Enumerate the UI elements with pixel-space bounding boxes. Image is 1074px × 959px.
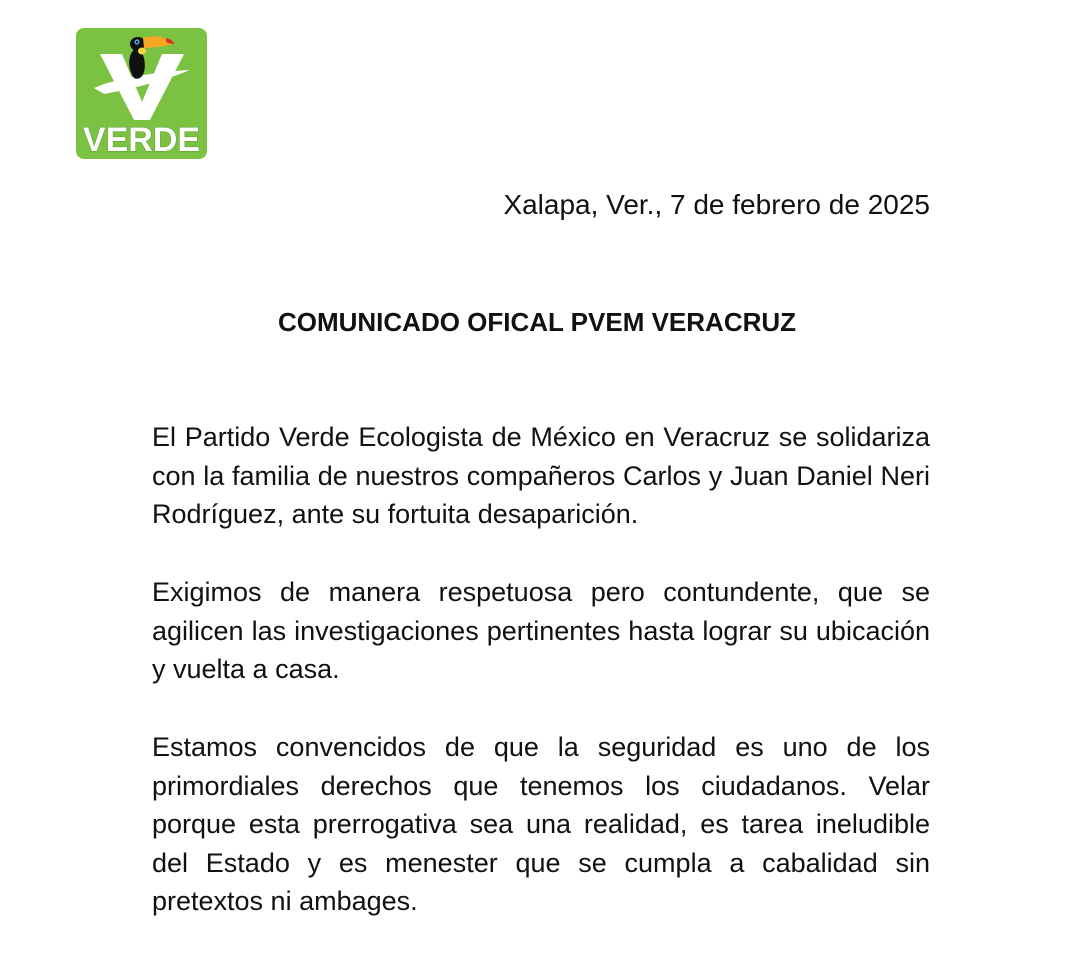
document-title: COMUNICADO OFICAL PVEM VERACRUZ — [277, 307, 797, 337]
logo-text: VERDE — [82, 121, 201, 159]
paragraph-demand: Exigimos de manera respetuosa pero contundente, que se agilicen las investigaciones pertinentes hasta lograr su ubicación y vuelta a casa. — [152, 577, 930, 684]
verde-logo-graphic — [76, 28, 207, 159]
paragraph-solidarity: El Partido Verde Ecologista de México en Veracruz se solidariza con la familia de nuestros compañeros Carlos y Juan Daniel Neri Rodríguez, ante su fortuita desaparición. — [152, 422, 930, 529]
paragraph-security: Estamos convencidos de que la seguridad es uno de los primordiales derechos que tenemos los ciudadanos. Velar porque esta prerrogativa sea una realidad, es tarea ineludible del Estado y es menester que se cumpla a cabalidad sin pretextos ni ambages. — [152, 732, 930, 916]
dateline: Xalapa, Ver., 7 de febrero de 2025 — [503, 189, 930, 220]
verde-party-logo — [76, 28, 207, 159]
